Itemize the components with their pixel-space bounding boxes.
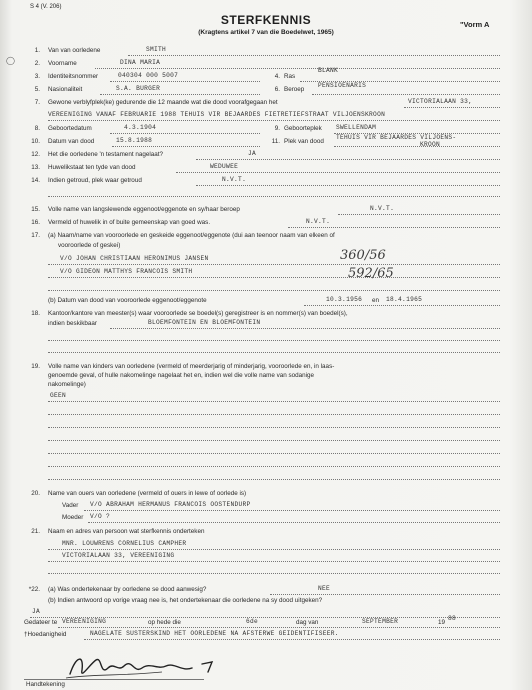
answer-line	[288, 227, 500, 228]
children-label-cont-1: genoemde geval, of hulle nakomelinge nagelaat het en, indien wel die volle name van sodanige	[48, 372, 315, 379]
field-number: 14.	[31, 177, 40, 184]
residence-value-1: VICTORIALAAN 33,	[408, 98, 473, 105]
previous-spouse-death-label: (b) Datum van dood van vooroorlede eggenoot/eggenote	[48, 297, 207, 304]
answer-line	[48, 479, 500, 480]
answer-line	[48, 277, 500, 278]
answer-line	[176, 172, 500, 173]
marriage-place-value: N.V.T.	[222, 176, 247, 183]
answer-line	[48, 549, 500, 550]
answer-line	[48, 401, 500, 402]
answer-line	[100, 94, 260, 95]
day-of-label: dag van	[296, 619, 319, 626]
previous-spouses-label: (a) Naam/name van vooroorlede en geskeide eggenoot/eggenote (dui aan teenoor naam van elkeen of	[48, 232, 335, 239]
field-number: 20.	[31, 490, 40, 497]
signature-line	[24, 679, 204, 680]
mother-label: Moeder	[62, 514, 84, 521]
answer-line	[58, 627, 500, 628]
mother-value: V/O ?	[90, 513, 111, 520]
answer-line	[84, 639, 500, 640]
informant-name: MNR. LOUWRENS CORNELIUS CAMPHER	[62, 540, 187, 547]
punch-hole-mark: ◯	[6, 56, 15, 65]
master-offices-label: Kantoor/kantore van meester(s) waar vooroorlede se boedel(s) geregistreer is en nommer(s) van boedel(s),	[48, 310, 348, 317]
children-label: Volle name van kinders van oorledene (vermeld of meerderjarig of minderjarig, vooroorlede en, in laas-	[48, 363, 335, 370]
form-label: "Vorm A	[460, 20, 490, 29]
year-prefix: 19	[438, 619, 446, 626]
informant-address: VICTORIALAAN 33, VEREENIGING	[62, 552, 175, 559]
field-number: 1.	[34, 47, 40, 54]
id-number-value: 040304 000 5007	[118, 72, 179, 79]
answer-line	[312, 94, 500, 95]
death-date-value: 15.8.1988	[116, 137, 153, 144]
field-number: 15.	[31, 206, 40, 213]
answer-line	[304, 305, 500, 306]
and-label: en	[372, 297, 380, 304]
surname-label: Van van oorledene	[48, 47, 101, 54]
will-label: Het die oorledene 'n testament nagelaat?	[48, 151, 163, 158]
parents-label: Name van ouers van oorledene (vermeld of ouers in lewe of oorlede is)	[48, 490, 247, 497]
children-value: GEEN	[50, 392, 67, 399]
nationality-value: S.A. BURGER	[116, 85, 161, 92]
signature-label: Handtekening	[26, 681, 65, 688]
answer-line	[48, 466, 500, 467]
master-offices-value: BLOEMFONTEIN EN BLOEMFONTEIN	[148, 319, 261, 326]
birth-place-value: SWELLENDAM	[336, 124, 377, 131]
children-label-cont-2: nakomelinge)	[48, 381, 86, 388]
answer-line	[404, 107, 500, 108]
answer-line	[95, 68, 500, 69]
field-number: 8.	[34, 125, 40, 132]
handwritten-estate-number-2: 592/65	[348, 266, 394, 281]
field-number: 10.	[31, 138, 40, 145]
answer-line	[110, 133, 260, 134]
spouse-label: Volle name van langslewende eggenoot/eggenote en sy/haar beroep	[48, 206, 240, 213]
year-value: 88	[448, 615, 457, 622]
residence-label: Gewone verblyfplek(ke) gedurende die 12 maande wat die dood voorafgegaan het	[48, 99, 278, 106]
informant-label: Naam en adres van persoon wat sterfkennis onderteken	[48, 528, 205, 535]
answer-line	[270, 594, 500, 595]
field-number: 16.	[31, 219, 40, 226]
answer-line	[334, 146, 500, 147]
master-offices-label-cont: indien beskikbaar	[48, 320, 98, 327]
answer-line	[48, 440, 500, 441]
answer-line	[48, 561, 500, 562]
identified-value: JA	[32, 608, 41, 615]
residence-value-2: VEREENIGING VANAF FEBRUARIE 1988 TEHUIS VIR BEJAARDES FIETRETIEFSTRAAT VILJOENSKROON	[48, 111, 386, 118]
month-value: SEPTEMBER	[362, 618, 399, 625]
present-at-death-value: NEE	[318, 585, 331, 592]
nationality-label: Nasionaliteit	[48, 86, 83, 93]
field-number: 4.	[274, 73, 280, 80]
birth-place-label: Geboorteplek	[284, 125, 322, 132]
answer-line	[196, 159, 500, 160]
answer-line	[88, 522, 500, 523]
answer-line	[48, 340, 500, 341]
field-number: 9.	[274, 125, 280, 132]
form-code: S 4 (V. 206)	[30, 4, 62, 10]
answer-line	[48, 427, 500, 428]
answer-line	[338, 214, 500, 215]
answer-line	[48, 264, 500, 265]
field-number: 12.	[31, 151, 40, 158]
birth-date-value: 4.3.1904	[124, 124, 157, 131]
handwritten-estate-number-1: 360/56	[340, 248, 386, 263]
community-of-property-value: N.V.T.	[306, 218, 331, 225]
field-number: 2.	[34, 60, 40, 67]
marital-status-value: WEDUWEE	[210, 163, 239, 170]
answer-line	[48, 120, 500, 121]
community-of-property-label: Vermeld of huwelik in of buite gemeenskap van goed was.	[48, 219, 211, 226]
answer-line	[48, 290, 500, 291]
present-at-death-label: (a) Was ondertekenaar by oorledene se dood aanwesig?	[48, 586, 207, 593]
field-number: 21.	[31, 528, 40, 535]
answer-line	[110, 328, 500, 329]
answer-line	[48, 414, 500, 415]
previous-spouses-label-cont: vooroorlede of geskei)	[58, 242, 121, 249]
field-number: 6.	[274, 86, 280, 93]
first-names-label: Voorname	[48, 60, 77, 67]
death-place-label: Plek van dood	[284, 138, 324, 145]
spouse-value: N.V.T.	[370, 205, 395, 212]
field-number: 17.	[31, 232, 40, 239]
answer-line	[128, 55, 500, 56]
field-number: 7.	[34, 99, 40, 106]
father-label: Vader	[62, 502, 79, 509]
will-value: JA	[248, 150, 257, 157]
on-this-label: op hede die	[148, 619, 181, 626]
marital-status-label: Huwelikstaat ten tyde van dood	[48, 164, 136, 171]
form-subtitle: (Kragtens artikel 7 van die Boedelwet, 1965)	[198, 29, 334, 36]
field-number: *22.	[28, 586, 40, 593]
previous-spouse-death-1: 10.3.1956	[326, 296, 363, 303]
identified-label: (b) Indien antwoord op vorige vraag nee is, het ondertekenaar die oorledene na sy dood uitgeken?	[48, 597, 323, 604]
answer-line	[48, 196, 500, 197]
answer-line	[48, 352, 500, 353]
first-names-value: DINA MARIA	[120, 59, 161, 66]
field-number: 3.	[34, 73, 40, 80]
death-date-label: Datum van dood	[48, 138, 95, 145]
previous-spouse-1: V/O JOHAN CHRISTIAAN HERONIMUS JANSEN	[60, 255, 209, 262]
answer-line	[48, 453, 500, 454]
father-value: V/O ABRAHAM HERMANUS FRANCOIS OOSTENDURP	[90, 501, 251, 508]
race-label: Ras	[284, 73, 296, 80]
death-place-value-1: TEHUIS VIR BEJAARDES VILJOENS-	[336, 134, 457, 141]
handwritten-signature	[62, 650, 242, 682]
dated-at-value: VEREENIGING	[62, 618, 107, 625]
form-title: STERFKENNIS	[220, 13, 312, 27]
answer-line	[110, 81, 260, 82]
dated-at-label: Gedateer te	[24, 619, 58, 626]
answer-line	[112, 146, 260, 147]
previous-spouse-2: V/O GIDEON MATTHYS FRANCOIS SMITH	[60, 268, 193, 275]
death-place-value-2: KROON	[420, 141, 441, 148]
capacity-value: NAGELATE SUSTERSKIND HET OORLEDENE NA AFSTERWE GEIDENTIFISEER.	[90, 630, 339, 637]
occupation-label: Beroep	[284, 86, 305, 93]
occupation-value: PENSIOENARIS	[318, 82, 367, 89]
day-value: 6de	[246, 618, 259, 625]
answer-line	[84, 510, 500, 511]
field-number: 11.	[271, 138, 280, 145]
field-number: 18.	[31, 310, 40, 317]
answer-line	[196, 185, 500, 186]
field-number: 5.	[34, 86, 40, 93]
previous-spouse-death-2: 18.4.1965	[386, 296, 423, 303]
answer-line	[48, 573, 500, 574]
race-value: BLANK	[318, 67, 339, 74]
capacity-label: †Hoedanigheid	[24, 631, 67, 638]
field-number: 13.	[31, 164, 40, 171]
id-number-label: Identiteitsnommer	[48, 73, 99, 80]
surname-value: SMITH	[146, 46, 167, 53]
birth-date-label: Geboortedatum	[48, 125, 92, 132]
marriage-place-label: Indien getroud, plek waar getroud	[48, 177, 142, 184]
field-number: 19.	[31, 363, 40, 370]
